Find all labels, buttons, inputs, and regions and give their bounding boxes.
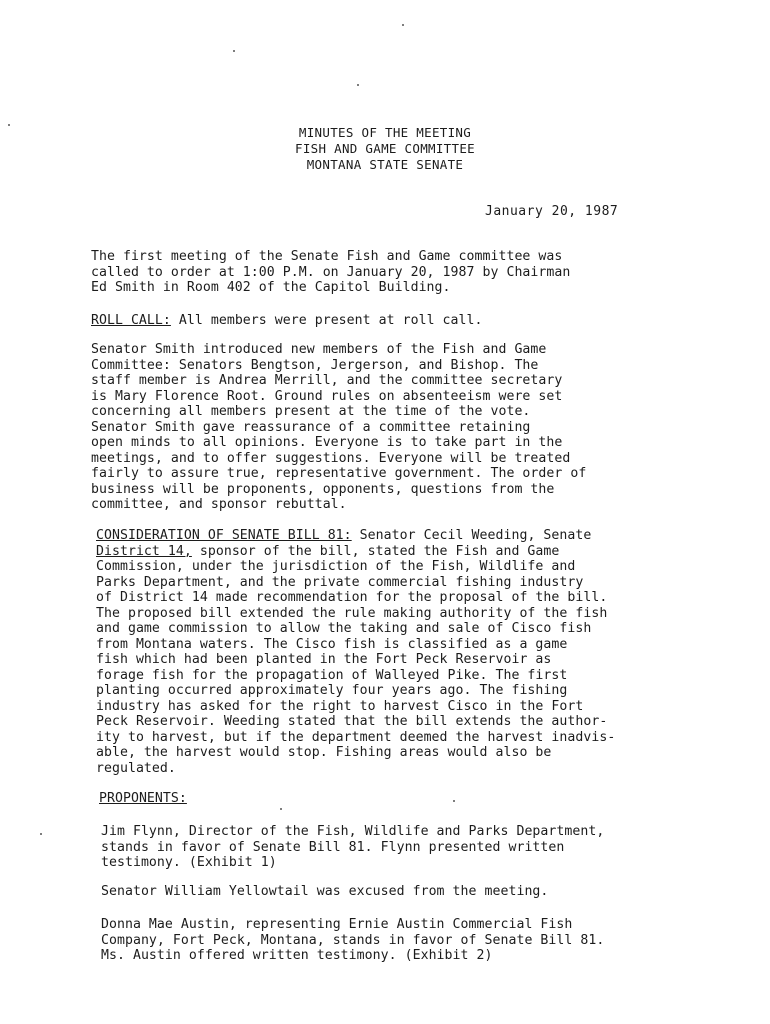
text-line: The first meeting of the Senate Fish and Game committee was <box>91 249 563 264</box>
text-line: Company, Fort Peck, Montana, stands in favor of Senate Bill 81. <box>101 932 605 948</box>
text-line: able, the harvest would stop. Fishing areas would also be <box>96 745 552 760</box>
text-line: The proposed bill extended the rule making authority of the fish <box>96 605 608 621</box>
text-line: testimony. (Exhibit 1) <box>101 855 277 870</box>
header-line-2: FISH AND GAME COMMITTEE <box>295 141 475 156</box>
roll-call-paragraph <box>91 313 483 329</box>
header-line-1: MINUTES OF THE MEETING <box>298 125 472 140</box>
text-line: Ms. Austin offered written testimony. (Exhibit 2) <box>101 948 493 963</box>
text-line: Donna Mae Austin, representing Ernie Austin Commercial Fish <box>101 917 573 932</box>
text-line: Senator Smith introduced new members of the Fish and Game <box>91 342 547 357</box>
opening-paragraph <box>91 249 570 296</box>
text-line: Peck Reservoir. Weeding stated that the bill extends the author- <box>96 714 608 729</box>
text-line: fish which had been planted in the Fort Peck Reservoir as <box>96 652 552 667</box>
scan-speck <box>8 124 10 126</box>
text-line: committee, and sponsor rebuttal. <box>91 497 347 512</box>
proponents-heading-block <box>99 791 187 807</box>
text-line: fairly to assure true, representative government. The order of <box>91 466 587 481</box>
text-line: open minds to all opinions. Everyone is to take part in the <box>91 435 563 450</box>
proponents-heading: PROPONENTS: <box>99 791 187 806</box>
header-line-3: MONTANA STATE SENATE <box>306 157 464 172</box>
scan-speck <box>40 833 42 835</box>
scan-speck <box>402 24 404 26</box>
text-line: Parks Department, and the private commercial fishing industry <box>96 574 584 590</box>
introduction-paragraph <box>91 342 586 513</box>
text-line: planting occurred approximately four years ago. The fishing <box>96 683 568 698</box>
text-line: staff member is Andrea Merrill, and the committee secretary <box>91 373 563 388</box>
text-line: industry has asked for the right to harvest Cisco in the Fort <box>96 698 584 714</box>
text-line: concerning all members present at the time of the vote. <box>91 404 531 419</box>
scan-speck <box>453 800 455 802</box>
document-header <box>0 125 770 173</box>
text-line: of District 14 made recommendation for the proposal of the bill. <box>96 590 608 605</box>
austin-testimony-paragraph <box>101 917 604 964</box>
scan-speck <box>357 84 359 86</box>
text-line: Ed Smith in Room 402 of the Capitol Building. <box>91 280 451 295</box>
text-line: business will be proponents, opponents, questions from the <box>91 481 555 497</box>
text-line: Committee: Senators Bengtson, Jergerson, and Bishop. The <box>91 357 539 373</box>
roll-call-text: All members were present at roll call. <box>170 313 483 328</box>
text-line: called to order at 1:00 P.M. on January 20, 1987 by Chairman <box>91 264 571 280</box>
text-line: forage fish for the propagation of Walleyed Pike. The first <box>96 667 568 683</box>
consideration-heading: CONSIDERATION OF SENATE BILL 81: <box>96 528 352 543</box>
text-line: stands in favor of Senate Bill 81. Flynn presented written <box>101 839 565 855</box>
text-line: sponsor of the bill, stated the Fish and Game <box>191 543 560 559</box>
text-line: Senator Cecil Weeding, Senate <box>351 528 592 543</box>
text-line: and game commission to allow the taking and sale of Cisco fish <box>96 621 592 636</box>
text-line: ity to harvest, but if the department deemed the harvest inadvis- <box>96 729 616 745</box>
text-line: Commission, under the jurisdiction of the Fish, Wildlife and <box>96 559 576 574</box>
roll-call-heading: ROLL CALL: <box>91 313 171 328</box>
text-line: regulated. <box>96 760 176 776</box>
text-line: Senator Smith gave reassurance of a committee retaining <box>91 419 531 435</box>
meeting-date: January 20, 1987 <box>485 204 619 219</box>
consideration-paragraph <box>96 528 615 776</box>
scan-speck <box>233 50 235 52</box>
yellowtail-paragraph <box>101 884 548 900</box>
flynn-testimony-paragraph <box>101 824 604 871</box>
district-label: District 14, <box>96 543 192 559</box>
text-line: meetings, and to offer suggestions. Everyone will be treated <box>91 450 571 466</box>
text-line: Senator William Yellowtail was excused from the meeting. <box>101 884 549 899</box>
scan-speck <box>280 808 282 810</box>
text-line: from Montana waters. The Cisco fish is classified as a game <box>96 636 568 652</box>
text-line: Jim Flynn, Director of the Fish, Wildlife and Parks Department, <box>101 824 605 839</box>
text-line: is Mary Florence Root. Ground rules on absenteeism were set <box>91 388 563 404</box>
